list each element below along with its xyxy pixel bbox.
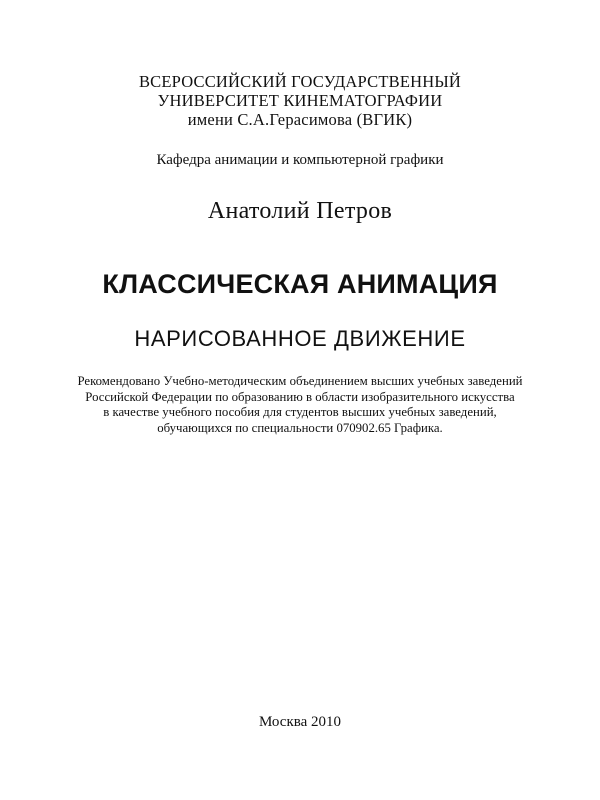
institution-line: ВСЕРОССИЙСКИЙ ГОСУДАРСТВЕННЫЙ	[138, 72, 462, 91]
institution-name	[0, 72, 600, 129]
approval-line: Рекомендовано Учебно-методическим объединением высших учебных заведений	[77, 374, 523, 388]
book-title: КЛАССИЧЕСКАЯ АНИМАЦИЯ	[102, 269, 498, 299]
institution-line: УНИВЕРСИТЕТ КИНЕМАТОГРАФИИ	[157, 91, 443, 110]
approval-note	[0, 374, 600, 436]
publication-place-year: Москва 2010	[258, 714, 342, 730]
department-name: Кафедра анимации и компьютерной графики	[156, 152, 444, 168]
approval-line: обучающихся по специальности 070902.65 Графика.	[157, 420, 443, 435]
approval-line: Российской Федерации по образованию в области изобразительного искусства	[85, 389, 515, 404]
approval-line: в качестве учебного пособия для студентов высших учебных заведений,	[103, 405, 497, 419]
book-subtitle: НАРИСОВАННОЕ ДВИЖЕНИЕ	[134, 326, 466, 351]
institution-line: имени С.А.Герасимова (ВГИК)	[187, 110, 413, 129]
author-name: Анатолий Петров	[207, 198, 393, 224]
